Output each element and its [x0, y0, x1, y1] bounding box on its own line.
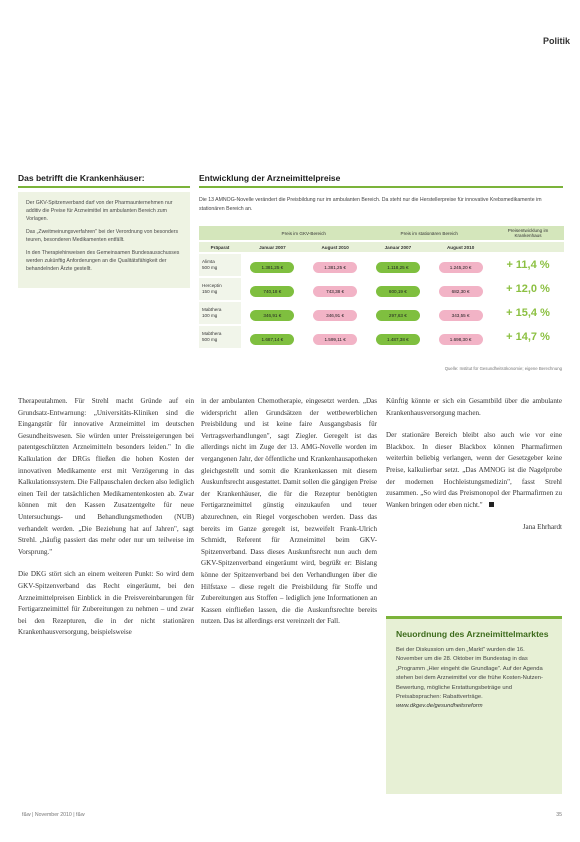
sidebar-box	[18, 192, 190, 288]
end-mark-icon	[489, 502, 494, 507]
price-pill: 1.245,20 €	[439, 262, 483, 273]
price-cell	[241, 278, 304, 300]
price-table-grid	[199, 224, 564, 350]
info-box-text: Bei der Diskussion um den „Markt" wurden die 16. November um die 28. Oktober im Bundestag in das „Programm „Hier eingeht die Grundlage". Auf der Agenda stehen bei dem Arzneimittel vor die frühe Kosten-Nutzen-Bewertung, mögliche Erstattungsbeträge und Preisabsprachen: Rabattverträge.	[396, 647, 543, 701]
sidebar-paragraph: Das „Zweitmeinungsverfahren" bei der Verordnung von besonders teuren, besonderen Medikamenten entfällt.	[26, 229, 179, 243]
col-header-preparat: Präparat	[199, 242, 241, 252]
price-pill: 600,19 €	[376, 286, 420, 297]
price-cell	[304, 326, 367, 348]
price-cell	[429, 302, 492, 324]
group-header-stationaer: Preis im stationären Bereich	[367, 226, 493, 240]
price-cell	[241, 326, 304, 348]
col-header-jan: Januar 2007	[241, 242, 304, 252]
group-header-change: Preisentwicklung im Krankenhaus	[492, 226, 564, 240]
info-box	[386, 616, 562, 794]
price-cell	[367, 302, 430, 324]
body-paragraph	[386, 430, 562, 511]
drug-cell	[199, 326, 241, 348]
body-column-3	[386, 396, 562, 545]
drug-dose: 500 mg	[202, 265, 218, 270]
chart-title: Entwicklung der Arzneimittelpreise	[199, 173, 341, 183]
body-paragraph: Künftig könnte er sich ein Gesamtbild über die ambulante Krankenhausversorgung machen.	[386, 397, 562, 417]
col-header-aug: August 2010	[304, 242, 367, 252]
sidebar-title: Das betrifft die Krankenhäuser:	[18, 173, 145, 183]
drug-cell	[199, 278, 241, 300]
page-number: 35	[556, 812, 562, 818]
price-cell	[367, 278, 430, 300]
price-cell	[429, 254, 492, 276]
price-cell	[304, 302, 367, 324]
price-pill: 1.698,30 €	[439, 334, 483, 345]
change-value: + 11,4 %	[506, 259, 550, 271]
change-value: + 14,7 %	[506, 331, 550, 343]
author: Jana Ehrhardt	[522, 523, 562, 532]
price-pill: 343,55 €	[439, 310, 483, 321]
col-header-change-empty	[492, 242, 564, 252]
price-pill: 1.381,25 €	[313, 262, 357, 273]
table-row	[199, 326, 564, 348]
info-box-title: Neuordnung des Arzneimittelmarktes	[396, 629, 549, 639]
table-row	[199, 278, 564, 300]
body-paragraph: in der ambulanten Chemotherapie, eingesetzt werden. „Das widerspricht allen Grundsätzen der wettbewerblichen Preisbildung und ist keine faire Ausgangsbasis für Vertragsverhandlungen", sagt Ziegler. Geregelt ist das allerdings nicht im Zuge der 13. AMG-Novelle worden im vergangenen Jahr, der öffentliche und Krankenhausapotheken gleichgestellt und somit die Krankenkassen mit diesem Auskunftsrecht ausgestattet. Damit sollen die gängigen Preise der Krankenhäuser, die für die Rezeptur benötigten Fertigarzneimittel günstig einzukaufen und teuer abzurechnen, ein Riegel vorgeschoben werden. Dass das bereits im Ganze geregelt ist, bezweifelt Frank-Ulrich Schmidt, Referent für Arzneimittel beim GKV-Spitzenverband. Dass dieses Auskunftsrecht nun auch dem GKV-Spitzenverband eingeräumt wird, begrüßt er: Bislang könne der Spitzenverband bei den Verhandlungen über die Hilfstaxe – diese regelt die Preisbildung für Stoffe und Zubereitungen aus Stoffen – lediglich jene Informationen an Kassen einfließen lassen, die die Auskunftsrechte bereits nutzen. Das ist allerdings erst vereinzelt der Fall.	[201, 397, 377, 626]
drug-dose: 100 mg	[202, 313, 218, 318]
price-pill: 1.381,25 €	[250, 262, 294, 273]
drug-name: Mabthera	[202, 307, 222, 312]
drug-dose: 500 mg	[202, 337, 218, 342]
chart-title-rule	[199, 186, 563, 188]
price-cell	[304, 278, 367, 300]
sidebar-title-rule	[18, 186, 190, 188]
price-cell	[367, 326, 430, 348]
price-cell	[304, 254, 367, 276]
price-table	[199, 224, 564, 358]
sidebar-paragraph: In den Therapiehinweisen des Gemeinsamen Bundesausschusses werden zukünftig Anforderungen an die Qualitätsfähigkeit der behandelnden Ärzte gestellt.	[26, 250, 180, 272]
price-pill: 682,30 €	[439, 286, 483, 297]
price-cell	[241, 302, 304, 324]
price-cell	[241, 254, 304, 276]
drug-cell	[199, 302, 241, 324]
group-header-ambulant: Preis im GKV-Bereich	[241, 226, 367, 240]
body-paragraph-text: Der stationäre Bereich bleibt also auch wie vor eine Blackbox. In dieser Blackbox können Pharmafirmen weiterhin beliebig verlangen, wenn der Gesetzgeber keine Preise, kalkulierbar setzt. „Das AMNOG ist die Nagelprobe der modernen Hochleistungsmedizin", fasst Strehl zusammen. „So wird das Preismonopol der Pharmafirmen zu Wanken bringen oder eben nicht."	[386, 431, 562, 509]
price-pill: 346,91 €	[313, 310, 357, 321]
price-pill: 1.687,14 €	[250, 334, 294, 345]
drug-name: Alimta	[202, 259, 215, 264]
chart-intro: Die 13 AMNOG-Novelle verändert die Preisbildung nur im ambulanten Bereich. Da steht nur die Herstellerpreise für innovative Krebsmedikamente im stationären Bereich an.	[199, 197, 542, 212]
group-header-row	[199, 226, 564, 240]
info-box-link[interactable]: www.dkgev.de/gesundheitsreform	[396, 703, 483, 710]
price-pill: 1.118,25 €	[376, 262, 420, 273]
body-paragraph: Therapeutahmen. Für Strehl macht Gründe auf ein Grundsatz-Entwarnung: „Universitäts-Kliniken sind die Eingangstür für innovative Arzneimittel im deutschen Gesundheitswesen. Sie würden unter Preissteigerungen bei patentgeschützten Arzneimitteln besonders leiden." In die Kalkulation der DRGs fließen die hohen Kosten der innovativen Medikamente erst mit Verzögerung in das Kalkulationssystem. Die Fallpauschalen decken also lediglich einen Teil der tatsächlichen Medikamentenkosten ab. Zwar können mit den Kassen Zusatzentgelte für neue Untersuchungs- und Behandlungsmethoden (NUB) verhandelt werden. „Die Beziehung hat auf Jahren", sagt Strehl. „häufig passiert das mehr oder nur um teilweise im Vorsprung."	[18, 397, 194, 556]
col-header-aug-stationaer: August 2010	[429, 242, 492, 252]
section-label: Politik	[542, 36, 570, 46]
price-pill: 740,18 €	[250, 286, 294, 297]
drug-dose: 150 mg	[202, 289, 218, 294]
price-pill: 346,91 €	[250, 310, 294, 321]
price-cell	[367, 254, 430, 276]
col-header-jan-stationaer: Januar 2007	[367, 242, 430, 252]
sidebar-paragraph: Der GKV-Spitzenverband darf von der Pharmaunternehmen nur additiv die Preise für Arzneimittel im ambulanten Bereich zum Vorlagen.	[26, 200, 173, 222]
column-header-row	[199, 242, 564, 252]
group-header-empty	[199, 226, 241, 240]
change-value: + 12,0 %	[506, 283, 550, 295]
drug-cell	[199, 254, 241, 276]
table-row	[199, 302, 564, 324]
price-cell	[429, 278, 492, 300]
footer-left: f&w | November 2010 | f&w	[22, 812, 85, 818]
chart-source: Quelle: Institut für Gesundheitsökonomie; eigene Berechnung	[444, 366, 562, 371]
drug-name: Herceptin	[202, 283, 222, 288]
price-cell	[429, 326, 492, 348]
price-pill: 743,38 €	[313, 286, 357, 297]
change-value: + 15,4 %	[506, 307, 550, 319]
price-pill: 1.599,11 €	[313, 334, 357, 345]
body-column-2	[201, 396, 377, 639]
body-paragraph: Die DKG stört sich an einem weiteren Punkt: So wird dem GKV-Spitzenverband das Recht eingeräumt, bei den Arzneimittelpreisen Einblick in die Preisvereinbarungen für Fertigarzneimittel für Zubereitungen zu nehmen – und zwar bei den Rezepturen, die in der nicht stationären Krankenhausversorgung, beispielsweise	[18, 570, 194, 637]
body-column-1	[18, 396, 194, 650]
drug-name: Mabthera	[202, 331, 222, 336]
price-pill: 1.487,38 €	[376, 334, 420, 345]
price-pill: 297,63 €	[376, 310, 420, 321]
table-row	[199, 254, 564, 276]
